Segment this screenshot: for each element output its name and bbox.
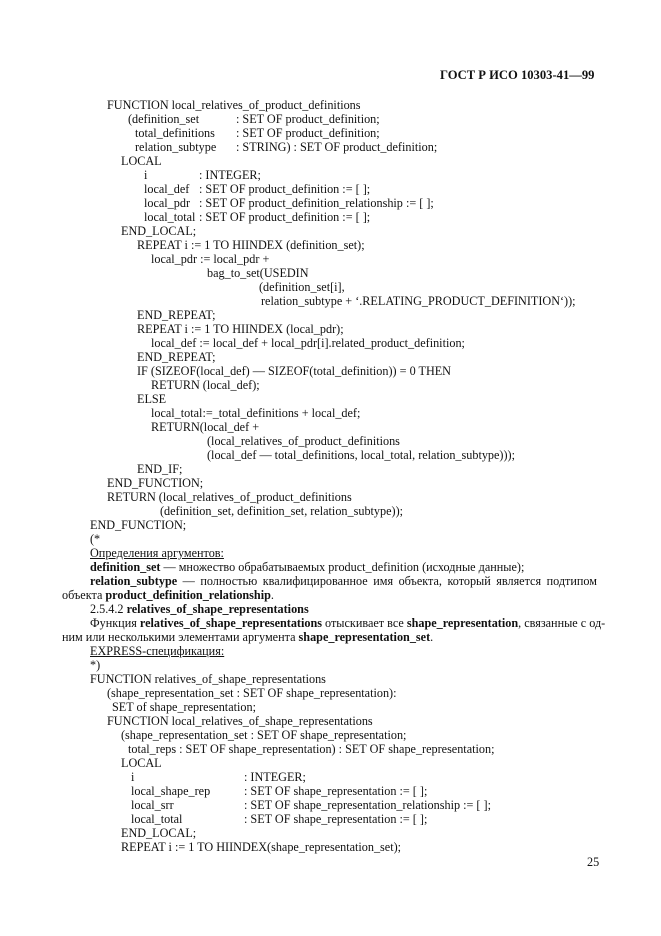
code-line: END_IF; [137,462,183,476]
code-line: : INTEGER; [199,168,261,182]
code-line: : STRING) : SET OF product_definition; [236,140,438,154]
code-line: LOCAL [121,154,162,168]
code-line: total_definitions [135,126,215,140]
argument-term: relation_subtype [90,574,178,588]
code-line: : SET OF product_definition := [ ]; [199,210,371,224]
code-line: (definition_set[i], [259,280,345,294]
code-line: : INTEGER; [244,770,306,784]
argument-term: definition_set [90,560,161,574]
code-line: : SET OF product_definition_relationship := [ ]; [199,196,434,210]
code-line: (* [90,532,101,546]
code-line: RETURN (local_relatives_of_product_definitions [107,490,352,504]
code-line: FUNCTION local_relatives_of_shape_representations [107,714,373,728]
document-header: ГОСТ Р ИСО 10303-41—99 [440,68,595,82]
page-number: 25 [587,855,600,869]
code-line: (definition_set, definition_set, relation_subtype)); [160,504,404,518]
code-line: (definition_set [128,112,200,126]
code-line: FUNCTION relatives_of_shape_representations [90,672,326,686]
paragraph-line: ним или несколькими элементами аргумента shape_representation_set. [62,630,434,644]
code-line: local_def := local_def + local_pdr[i].related_product_definition; [151,336,465,350]
code-line: : SET OF shape_representation := [ ]; [244,784,428,798]
code-line: local_pdr [144,196,191,210]
code-line: END_FUNCTION; [90,518,187,532]
argument-relation-subtype-continued: объекта product_definition_relationship. [62,588,274,602]
code-line: IF (SIZEOF(local_def) — SIZEOF(total_definition)) = 0 THEN [137,364,451,378]
code-line: i [144,168,148,182]
arguments-heading: Определения аргументов: [90,546,224,560]
code-line: RETURN (local_def); [151,378,260,392]
code-line: relation_subtype [135,140,217,154]
code-line: relation_subtype + ‘.RELATING_PRODUCT_DEFINITION‘)); [261,294,576,308]
argument-description: — полностью квалифицированное имя объекта, который является подтипом [177,574,597,588]
code-line: LOCAL [121,756,162,770]
code-line: FUNCTION local_relatives_of_product_definitions [107,98,361,112]
code-line: : SET OF product_definition; [236,112,380,126]
code-line: local_total [144,210,196,224]
code-line: REPEAT i := 1 TO HIINDEX(shape_representation_set); [121,840,402,854]
code-line: (shape_representation_set : SET OF shape_representation; [121,728,407,742]
argument-relation-subtype [90,574,597,588]
code-line: ELSE [137,392,167,406]
code-line: local_srr [131,798,174,812]
express-heading: EXPRESS-спецификация: [90,644,225,658]
code-line: total_reps : SET OF shape_representation) : SET OF shape_representation; [128,742,495,756]
section-heading [90,602,309,616]
code-line: local_def [144,182,190,196]
code-line: (local_def — total_definitions, local_total, relation_subtype))); [207,448,515,462]
code-line: local_shape_rep [131,784,211,798]
code-line: local_total:=_total_definitions + local_def; [151,406,361,420]
code-line: END_REPEAT; [137,350,216,364]
code-line: REPEAT i := 1 TO HIINDEX (definition_set); [137,238,365,252]
code-line: bag_to_set(USEDIN [207,266,309,280]
code-line: local_total [131,812,183,826]
code-line: END_LOCAL; [121,224,197,238]
code-line: (local_relatives_of_product_definitions [207,434,400,448]
code-line: SET of shape_representation; [112,700,256,714]
code-line: END_LOCAL; [121,826,197,840]
object-name: product_definition_relationship [105,588,271,602]
code-line: : SET OF shape_representation_relationship := [ ]; [244,798,491,812]
code-line: local_pdr := local_pdr + [151,252,270,266]
code-line: *) [90,658,101,672]
section-title: relatives_of_shape_representations [126,602,309,616]
paragraph-line: Функция relatives_of_shape_representations отыскивает все shape_representation, связанные с од- [90,616,606,630]
argument-description: — множество обрабатываемых product_definition (исходные данные); [160,560,525,574]
code-line: END_FUNCTION; [107,476,204,490]
code-line: (shape_representation_set : SET OF shape_representation): [107,686,397,700]
code-line: : SET OF product_definition; [236,126,380,140]
code-line: i [131,770,135,784]
code-line: RETURN(local_def + [151,420,260,434]
code-line: : SET OF shape_representation := [ ]; [244,812,428,826]
code-line: : SET OF product_definition := [ ]; [199,182,371,196]
section-number: 2.5.4.2 [90,602,127,616]
code-line: END_REPEAT; [137,308,216,322]
code-line: REPEAT i := 1 TO HIINDEX (local_pdr); [137,322,344,336]
argument-definition-set [90,560,524,574]
